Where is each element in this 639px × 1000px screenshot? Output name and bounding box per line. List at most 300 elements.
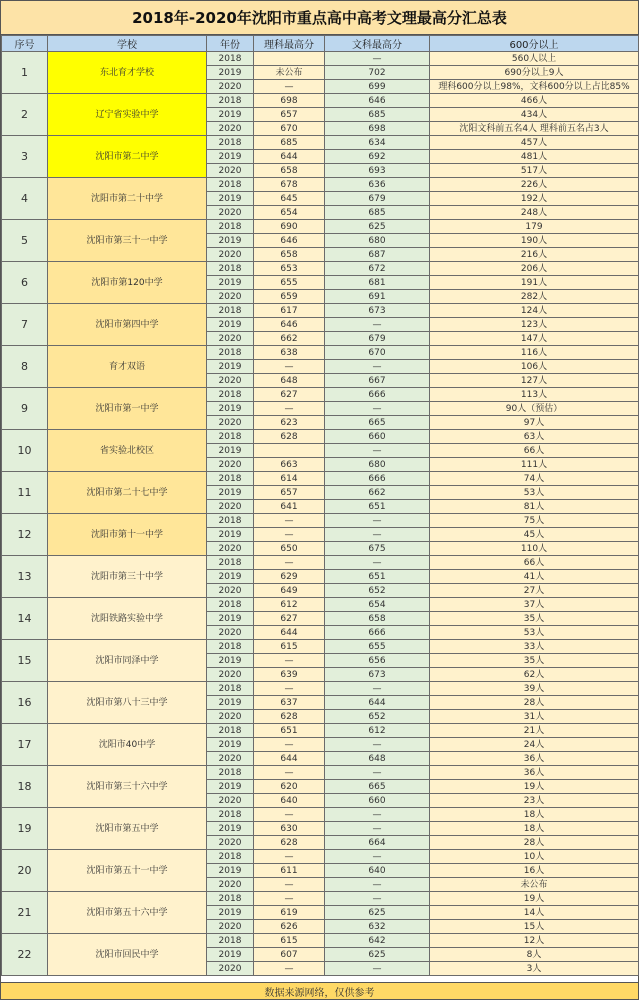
arts-max-cell: — bbox=[325, 962, 430, 976]
over-600-cell: 19人 bbox=[430, 892, 639, 906]
over-600-cell: 理科600分以上98%，文科600分以上占比85% bbox=[430, 80, 639, 94]
source-note: 数据来源网络，仅供参考 bbox=[1, 982, 638, 999]
year-cell: 2019 bbox=[207, 864, 254, 878]
school-name: 沈阳铁路实验中学 bbox=[48, 598, 207, 640]
year-cell: 2019 bbox=[207, 402, 254, 416]
science-max-cell: 627 bbox=[254, 388, 325, 402]
science-max-cell: — bbox=[254, 80, 325, 94]
table-row bbox=[2, 934, 639, 948]
science-max-cell: — bbox=[254, 878, 325, 892]
arts-max-cell: 680 bbox=[325, 458, 430, 472]
sheet-title: 2018年-2020年沈阳市重点高中高考文理最高分汇总表 bbox=[1, 1, 638, 35]
science-max-cell: 644 bbox=[254, 752, 325, 766]
over-600-cell: 53人 bbox=[430, 626, 639, 640]
science-max-cell: 628 bbox=[254, 710, 325, 724]
science-max-cell: 611 bbox=[254, 864, 325, 878]
science-max-cell: 698 bbox=[254, 94, 325, 108]
over-600-cell: 66人 bbox=[430, 556, 639, 570]
arts-max-cell: 670 bbox=[325, 346, 430, 360]
arts-max-cell: — bbox=[325, 318, 430, 332]
school-name: 沈阳市第三十六中学 bbox=[48, 766, 207, 808]
year-cell: 2020 bbox=[207, 584, 254, 598]
school-name: 省实验北校区 bbox=[48, 430, 207, 472]
over-600-cell: 481人 bbox=[430, 150, 639, 164]
table-row bbox=[2, 472, 639, 486]
school-index: 3 bbox=[2, 136, 48, 178]
year-cell: 2019 bbox=[207, 696, 254, 710]
arts-max-cell: 699 bbox=[325, 80, 430, 94]
over-600-cell: 沈阳文科前五名4人 理科前五名占3人 bbox=[430, 122, 639, 136]
year-cell: 2020 bbox=[207, 962, 254, 976]
over-600-cell: 81人 bbox=[430, 500, 639, 514]
year-cell: 2020 bbox=[207, 416, 254, 430]
table-row bbox=[2, 220, 639, 234]
school-index: 19 bbox=[2, 808, 48, 850]
table-row bbox=[2, 136, 639, 150]
school-name: 沈阳市40中学 bbox=[48, 724, 207, 766]
over-600-cell: 110人 bbox=[430, 542, 639, 556]
year-cell: 2018 bbox=[207, 850, 254, 864]
science-max-cell: 644 bbox=[254, 150, 325, 164]
arts-max-cell: — bbox=[325, 556, 430, 570]
school-name: 沈阳市第二十七中学 bbox=[48, 472, 207, 514]
science-max-cell: 620 bbox=[254, 780, 325, 794]
year-cell: 2019 bbox=[207, 66, 254, 80]
arts-max-cell: 654 bbox=[325, 598, 430, 612]
school-name: 东北育才学校 bbox=[48, 52, 207, 94]
over-600-cell: 21人 bbox=[430, 724, 639, 738]
science-max-cell: 662 bbox=[254, 332, 325, 346]
science-max-cell: 629 bbox=[254, 570, 325, 584]
table-row bbox=[2, 262, 639, 276]
year-cell: 2019 bbox=[207, 444, 254, 458]
year-cell: 2018 bbox=[207, 262, 254, 276]
table-row bbox=[2, 304, 639, 318]
arts-max-cell: 673 bbox=[325, 668, 430, 682]
arts-max-cell: 698 bbox=[325, 122, 430, 136]
school-name: 沈阳市第120中学 bbox=[48, 262, 207, 304]
school-index: 18 bbox=[2, 766, 48, 808]
over-600-cell: 560人以上 bbox=[430, 52, 639, 66]
over-600-cell: 27人 bbox=[430, 584, 639, 598]
table-row bbox=[2, 682, 639, 696]
year-cell: 2020 bbox=[207, 332, 254, 346]
year-cell: 2019 bbox=[207, 318, 254, 332]
year-cell: 2018 bbox=[207, 682, 254, 696]
over-600-cell: 66人 bbox=[430, 444, 639, 458]
year-cell: 2020 bbox=[207, 668, 254, 682]
science-max-cell: 612 bbox=[254, 598, 325, 612]
science-max-cell: 657 bbox=[254, 108, 325, 122]
arts-max-cell: — bbox=[325, 514, 430, 528]
year-cell: 2019 bbox=[207, 234, 254, 248]
year-cell: 2018 bbox=[207, 430, 254, 444]
science-max-cell: 670 bbox=[254, 122, 325, 136]
year-cell: 2020 bbox=[207, 752, 254, 766]
science-max-cell: 685 bbox=[254, 136, 325, 150]
arts-max-cell: — bbox=[325, 878, 430, 892]
arts-max-cell: — bbox=[325, 360, 430, 374]
science-max-cell: 644 bbox=[254, 626, 325, 640]
arts-max-cell: — bbox=[325, 528, 430, 542]
year-cell: 2019 bbox=[207, 780, 254, 794]
school-name: 沈阳市第五中学 bbox=[48, 808, 207, 850]
school-index: 11 bbox=[2, 472, 48, 514]
over-600-cell: 63人 bbox=[430, 430, 639, 444]
over-600-cell: 123人 bbox=[430, 318, 639, 332]
year-cell: 2019 bbox=[207, 906, 254, 920]
science-max-cell: — bbox=[254, 528, 325, 542]
arts-max-cell: — bbox=[325, 402, 430, 416]
arts-max-cell: 652 bbox=[325, 710, 430, 724]
science-max-cell: 649 bbox=[254, 584, 325, 598]
science-max-cell: — bbox=[254, 766, 325, 780]
year-cell: 2019 bbox=[207, 528, 254, 542]
table-row bbox=[2, 94, 639, 108]
school-index: 10 bbox=[2, 430, 48, 472]
over-600-cell: 35人 bbox=[430, 654, 639, 668]
over-600-cell: 12人 bbox=[430, 934, 639, 948]
year-cell: 2020 bbox=[207, 500, 254, 514]
over-600-cell: 75人 bbox=[430, 514, 639, 528]
arts-max-cell: 642 bbox=[325, 934, 430, 948]
table-row bbox=[2, 52, 639, 66]
arts-max-cell: 655 bbox=[325, 640, 430, 654]
science-max-cell bbox=[254, 52, 325, 66]
school-name: 沈阳市回民中学 bbox=[48, 934, 207, 976]
over-600-cell: 16人 bbox=[430, 864, 639, 878]
over-600-cell: 8人 bbox=[430, 948, 639, 962]
year-cell: 2018 bbox=[207, 52, 254, 66]
year-cell: 2020 bbox=[207, 626, 254, 640]
header-science-max: 理科最高分 bbox=[254, 36, 325, 52]
over-600-cell: 3人 bbox=[430, 962, 639, 976]
science-max-cell: — bbox=[254, 402, 325, 416]
year-cell: 2018 bbox=[207, 304, 254, 318]
school-name: 沈阳市第二中学 bbox=[48, 136, 207, 178]
science-max-cell bbox=[254, 444, 325, 458]
over-600-cell: 113人 bbox=[430, 388, 639, 402]
over-600-cell: 35人 bbox=[430, 612, 639, 626]
science-max-cell: 640 bbox=[254, 794, 325, 808]
arts-max-cell: 646 bbox=[325, 94, 430, 108]
arts-max-cell: 685 bbox=[325, 206, 430, 220]
science-max-cell: 648 bbox=[254, 374, 325, 388]
over-600-cell: 31人 bbox=[430, 710, 639, 724]
arts-max-cell: 658 bbox=[325, 612, 430, 626]
over-600-cell: 15人 bbox=[430, 920, 639, 934]
header-year: 年份 bbox=[207, 36, 254, 52]
year-cell: 2020 bbox=[207, 878, 254, 892]
arts-max-cell: 651 bbox=[325, 570, 430, 584]
year-cell: 2019 bbox=[207, 486, 254, 500]
year-cell: 2019 bbox=[207, 822, 254, 836]
arts-max-cell: 636 bbox=[325, 178, 430, 192]
science-max-cell: — bbox=[254, 962, 325, 976]
science-max-cell: — bbox=[254, 808, 325, 822]
arts-max-cell: 681 bbox=[325, 276, 430, 290]
arts-max-cell: 632 bbox=[325, 920, 430, 934]
year-cell: 2018 bbox=[207, 892, 254, 906]
year-cell: 2019 bbox=[207, 738, 254, 752]
year-cell: 2019 bbox=[207, 276, 254, 290]
science-max-cell: 646 bbox=[254, 318, 325, 332]
table-row bbox=[2, 556, 639, 570]
arts-max-cell: 656 bbox=[325, 654, 430, 668]
over-600-cell: 248人 bbox=[430, 206, 639, 220]
year-cell: 2019 bbox=[207, 948, 254, 962]
science-max-cell: 646 bbox=[254, 234, 325, 248]
year-cell: 2019 bbox=[207, 612, 254, 626]
year-cell: 2018 bbox=[207, 388, 254, 402]
science-max-cell: 619 bbox=[254, 906, 325, 920]
science-max-cell: 615 bbox=[254, 934, 325, 948]
year-cell: 2018 bbox=[207, 346, 254, 360]
table-row bbox=[2, 640, 639, 654]
year-cell: 2018 bbox=[207, 178, 254, 192]
table-row bbox=[2, 388, 639, 402]
over-600-cell: 39人 bbox=[430, 682, 639, 696]
over-600-cell: 127人 bbox=[430, 374, 639, 388]
school-name: 沈阳市第一中学 bbox=[48, 388, 207, 430]
arts-max-cell: — bbox=[325, 52, 430, 66]
arts-max-cell: 702 bbox=[325, 66, 430, 80]
science-max-cell: 638 bbox=[254, 346, 325, 360]
over-600-cell: 41人 bbox=[430, 570, 639, 584]
school-index: 14 bbox=[2, 598, 48, 640]
arts-max-cell: 679 bbox=[325, 332, 430, 346]
science-max-cell: 630 bbox=[254, 822, 325, 836]
over-600-cell: 517人 bbox=[430, 164, 639, 178]
year-cell: 2020 bbox=[207, 164, 254, 178]
table-row bbox=[2, 514, 639, 528]
over-600-cell: 18人 bbox=[430, 808, 639, 822]
science-max-cell: 651 bbox=[254, 724, 325, 738]
arts-max-cell: — bbox=[325, 850, 430, 864]
science-max-cell: 678 bbox=[254, 178, 325, 192]
over-600-cell: 192人 bbox=[430, 192, 639, 206]
arts-max-cell: 660 bbox=[325, 430, 430, 444]
science-max-cell: 641 bbox=[254, 500, 325, 514]
over-600-cell: 116人 bbox=[430, 346, 639, 360]
over-600-cell: 457人 bbox=[430, 136, 639, 150]
arts-max-cell: 665 bbox=[325, 780, 430, 794]
year-cell: 2020 bbox=[207, 710, 254, 724]
science-max-cell: — bbox=[254, 360, 325, 374]
arts-max-cell: 665 bbox=[325, 416, 430, 430]
year-cell: 2019 bbox=[207, 360, 254, 374]
science-max-cell: 658 bbox=[254, 248, 325, 262]
arts-max-cell: 648 bbox=[325, 752, 430, 766]
science-max-cell: 628 bbox=[254, 430, 325, 444]
year-cell: 2020 bbox=[207, 542, 254, 556]
school-index: 13 bbox=[2, 556, 48, 598]
school-index: 20 bbox=[2, 850, 48, 892]
school-index: 7 bbox=[2, 304, 48, 346]
year-cell: 2018 bbox=[207, 808, 254, 822]
school-index: 1 bbox=[2, 52, 48, 94]
arts-max-cell: 693 bbox=[325, 164, 430, 178]
arts-max-cell: 691 bbox=[325, 290, 430, 304]
over-600-cell: 206人 bbox=[430, 262, 639, 276]
arts-max-cell: 625 bbox=[325, 948, 430, 962]
year-cell: 2018 bbox=[207, 556, 254, 570]
school-index: 15 bbox=[2, 640, 48, 682]
school-name: 沈阳市同泽中学 bbox=[48, 640, 207, 682]
arts-max-cell: 652 bbox=[325, 584, 430, 598]
school-index: 12 bbox=[2, 514, 48, 556]
over-600-cell: 226人 bbox=[430, 178, 639, 192]
year-cell: 2020 bbox=[207, 794, 254, 808]
science-max-cell: 615 bbox=[254, 640, 325, 654]
table-row bbox=[2, 892, 639, 906]
over-600-cell: 18人 bbox=[430, 822, 639, 836]
science-max-cell: — bbox=[254, 892, 325, 906]
over-600-cell: 466人 bbox=[430, 94, 639, 108]
arts-max-cell: — bbox=[325, 738, 430, 752]
science-max-cell: 未公布 bbox=[254, 66, 325, 80]
arts-max-cell: 692 bbox=[325, 150, 430, 164]
arts-max-cell: 672 bbox=[325, 262, 430, 276]
school-name: 育才双语 bbox=[48, 346, 207, 388]
year-cell: 2020 bbox=[207, 80, 254, 94]
over-600-cell: 106人 bbox=[430, 360, 639, 374]
over-600-cell: 37人 bbox=[430, 598, 639, 612]
arts-max-cell: 685 bbox=[325, 108, 430, 122]
science-max-cell: 655 bbox=[254, 276, 325, 290]
over-600-cell: 179 bbox=[430, 220, 639, 234]
over-600-cell: 28人 bbox=[430, 836, 639, 850]
science-max-cell: — bbox=[254, 850, 325, 864]
table-row bbox=[2, 850, 639, 864]
arts-max-cell: 666 bbox=[325, 388, 430, 402]
school-index: 22 bbox=[2, 934, 48, 976]
science-max-cell: — bbox=[254, 514, 325, 528]
year-cell: 2020 bbox=[207, 122, 254, 136]
over-600-cell: 23人 bbox=[430, 794, 639, 808]
school-index: 21 bbox=[2, 892, 48, 934]
year-cell: 2018 bbox=[207, 640, 254, 654]
over-600-cell: 434人 bbox=[430, 108, 639, 122]
school-index: 9 bbox=[2, 388, 48, 430]
science-max-cell: 607 bbox=[254, 948, 325, 962]
header-school: 学校 bbox=[48, 36, 207, 52]
over-600-cell: 111人 bbox=[430, 458, 639, 472]
over-600-cell: 282人 bbox=[430, 290, 639, 304]
school-index: 16 bbox=[2, 682, 48, 724]
year-cell: 2018 bbox=[207, 94, 254, 108]
science-max-cell: 617 bbox=[254, 304, 325, 318]
arts-max-cell: — bbox=[325, 444, 430, 458]
header-arts-max: 文科最高分 bbox=[325, 36, 430, 52]
over-600-cell: 36人 bbox=[430, 766, 639, 780]
science-max-cell: 645 bbox=[254, 192, 325, 206]
table-body bbox=[2, 52, 639, 976]
table-row bbox=[2, 346, 639, 360]
school-name: 沈阳市第三十一中学 bbox=[48, 220, 207, 262]
over-600-cell: 53人 bbox=[430, 486, 639, 500]
arts-max-cell: — bbox=[325, 822, 430, 836]
arts-max-cell: — bbox=[325, 892, 430, 906]
arts-max-cell: 651 bbox=[325, 500, 430, 514]
year-cell: 2019 bbox=[207, 108, 254, 122]
science-max-cell: — bbox=[254, 556, 325, 570]
year-cell: 2020 bbox=[207, 206, 254, 220]
science-max-cell: 657 bbox=[254, 486, 325, 500]
year-cell: 2019 bbox=[207, 570, 254, 584]
over-600-cell: 28人 bbox=[430, 696, 639, 710]
arts-max-cell: 625 bbox=[325, 220, 430, 234]
over-600-cell: 191人 bbox=[430, 276, 639, 290]
school-name: 沈阳市第十一中学 bbox=[48, 514, 207, 556]
over-600-cell: 45人 bbox=[430, 528, 639, 542]
table-row bbox=[2, 598, 639, 612]
school-index: 5 bbox=[2, 220, 48, 262]
score-table bbox=[1, 35, 639, 976]
arts-max-cell: 680 bbox=[325, 234, 430, 248]
school-name: 沈阳市第四中学 bbox=[48, 304, 207, 346]
table-row bbox=[2, 724, 639, 738]
arts-max-cell: 625 bbox=[325, 906, 430, 920]
school-index: 8 bbox=[2, 346, 48, 388]
science-max-cell: — bbox=[254, 654, 325, 668]
science-max-cell: 614 bbox=[254, 472, 325, 486]
science-max-cell: 628 bbox=[254, 836, 325, 850]
arts-max-cell: 612 bbox=[325, 724, 430, 738]
table-row bbox=[2, 766, 639, 780]
year-cell: 2018 bbox=[207, 472, 254, 486]
arts-max-cell: 679 bbox=[325, 192, 430, 206]
school-name: 沈阳市第五十一中学 bbox=[48, 850, 207, 892]
table-row bbox=[2, 430, 639, 444]
over-600-cell: 14人 bbox=[430, 906, 639, 920]
year-cell: 2020 bbox=[207, 458, 254, 472]
over-600-cell: 36人 bbox=[430, 752, 639, 766]
header-over-600: 600分以上 bbox=[430, 36, 639, 52]
over-600-cell: 90人（预估） bbox=[430, 402, 639, 416]
school-name: 沈阳市第三十中学 bbox=[48, 556, 207, 598]
school-name: 沈阳市第八十三中学 bbox=[48, 682, 207, 724]
school-name: 沈阳市第五十六中学 bbox=[48, 892, 207, 934]
science-max-cell: 658 bbox=[254, 164, 325, 178]
school-index: 6 bbox=[2, 262, 48, 304]
year-cell: 2018 bbox=[207, 598, 254, 612]
science-max-cell: 650 bbox=[254, 542, 325, 556]
science-max-cell: 626 bbox=[254, 920, 325, 934]
year-cell: 2020 bbox=[207, 290, 254, 304]
over-600-cell: 690分以上9人 bbox=[430, 66, 639, 80]
arts-max-cell: 662 bbox=[325, 486, 430, 500]
science-max-cell: 639 bbox=[254, 668, 325, 682]
arts-max-cell: 666 bbox=[325, 626, 430, 640]
arts-max-cell: 644 bbox=[325, 696, 430, 710]
school-name: 沈阳市第二十中学 bbox=[48, 178, 207, 220]
table-row bbox=[2, 178, 639, 192]
arts-max-cell: 634 bbox=[325, 136, 430, 150]
arts-max-cell: 640 bbox=[325, 864, 430, 878]
arts-max-cell: — bbox=[325, 766, 430, 780]
year-cell: 2019 bbox=[207, 192, 254, 206]
science-max-cell: 623 bbox=[254, 416, 325, 430]
year-cell: 2019 bbox=[207, 150, 254, 164]
year-cell: 2018 bbox=[207, 934, 254, 948]
header-index: 序号 bbox=[2, 36, 48, 52]
science-max-cell: 663 bbox=[254, 458, 325, 472]
year-cell: 2018 bbox=[207, 514, 254, 528]
header-row bbox=[2, 36, 639, 52]
arts-max-cell: 666 bbox=[325, 472, 430, 486]
over-600-cell: 190人 bbox=[430, 234, 639, 248]
